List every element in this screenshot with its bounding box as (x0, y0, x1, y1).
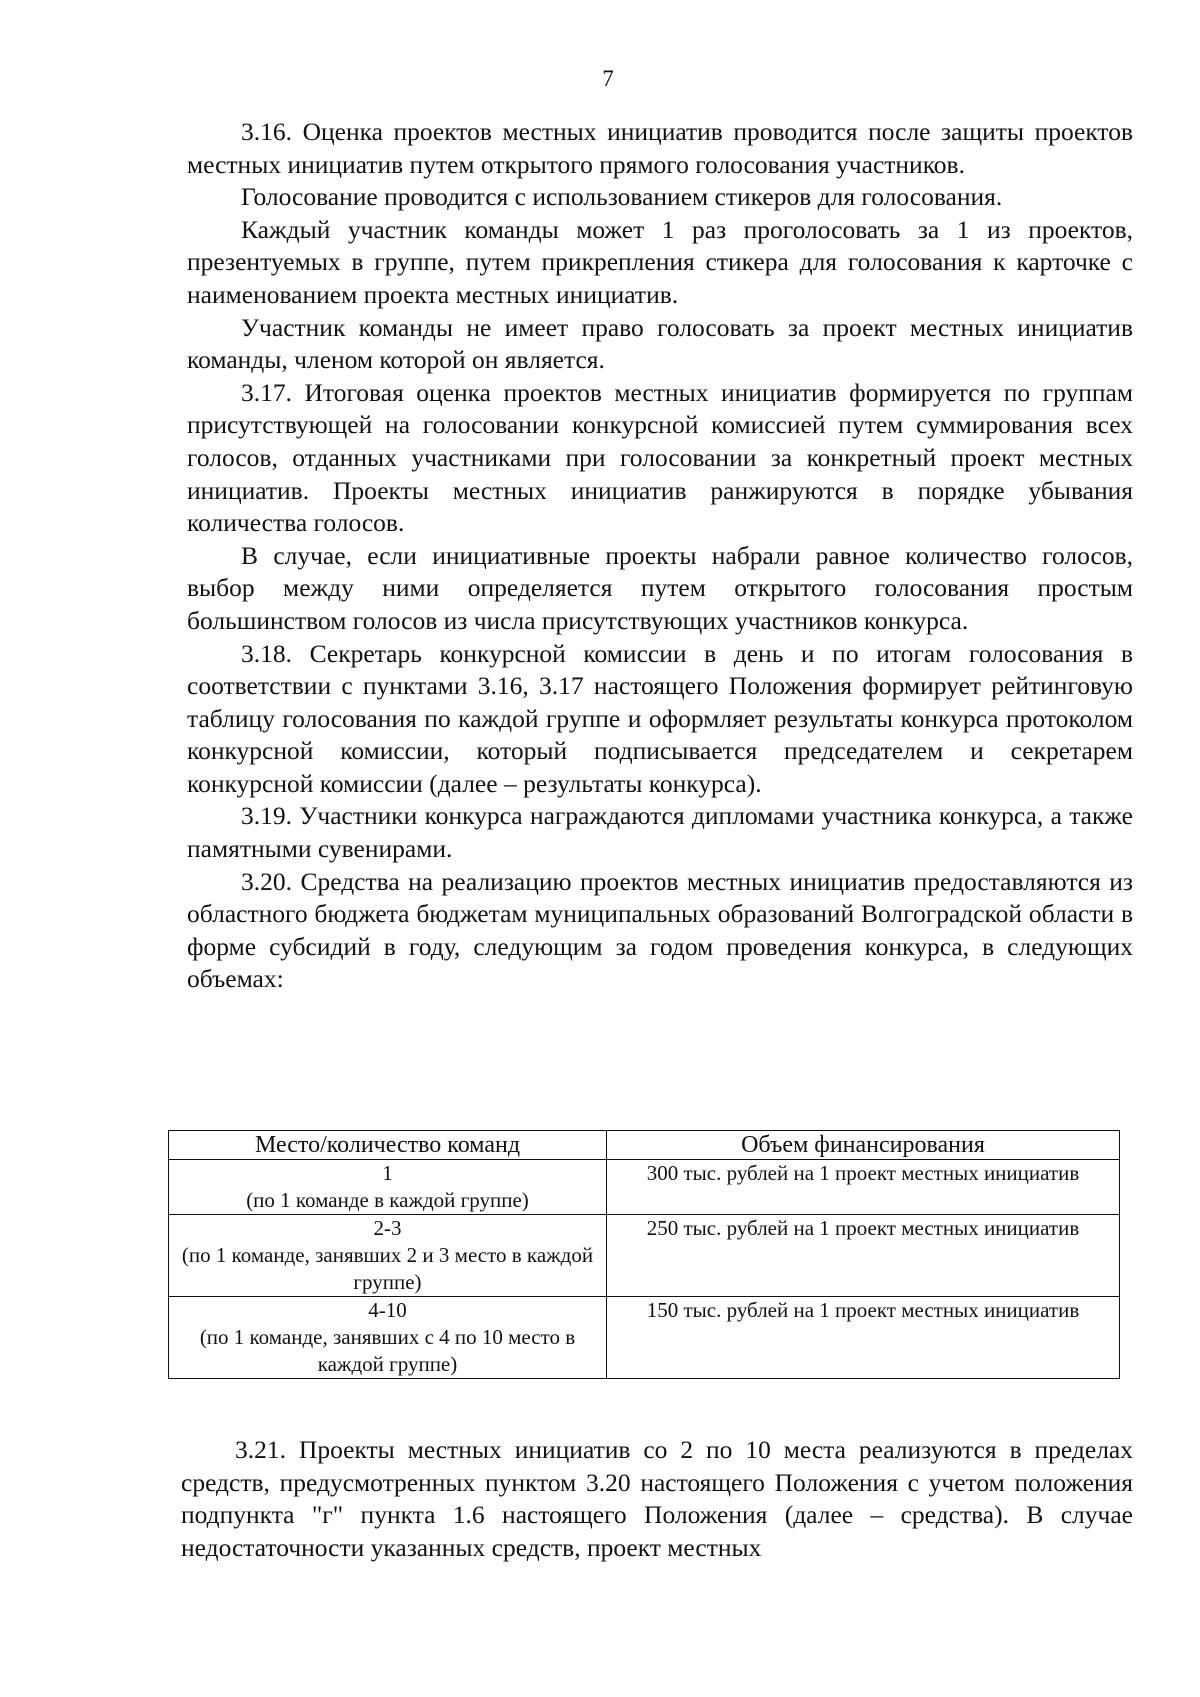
place-note: (по 1 команде в каждой группе) (246, 1188, 529, 1212)
paragraph-tie-break: В случае, если инициативные проекты набрали равное количество голосов, выбор между ними определяется путем открытого голосования простым большинством голосов из числа присутствующих участников конкурса. (187, 540, 1133, 635)
place-note: (по 1 команде, занявших 2 и 3 место в каждой группе) (181, 1243, 594, 1294)
paragraph-no-own-vote: Участник команды не имеет право голосовать за проект местных инициатив команды, членом которой он является. (187, 312, 1133, 375)
paragraph-3-20: 3.20. Средства на реализацию проектов местных инициатив предоставляются из областного бюджета бюджетам муниципальных образований Волгоградской области в форме субсидий в году, следующим за годом проведения конкурса, в следующих объемах: (187, 866, 1133, 994)
place-cell (169, 1215, 607, 1297)
paragraph-vote-once: Каждый участник команды может 1 раз проголосовать за 1 из проектов, презентуемых в группе, путем прикрепления стикера для голосования к карточке с наименованием проекта местных инициатив. (187, 214, 1133, 309)
paragraph-3-19: 3.19. Участники конкурса награждаются дипломами участника конкурса, а также памятными сувенирами. (187, 801, 1133, 864)
place-note: (по 1 команде, занявших с 4 по 10 место в каждой группе) (199, 1325, 576, 1376)
paragraph-3-18: 3.18. Секретарь конкурсной комиссии в день и по итогам голосования в соответствии с пунктами 3.16, 3.17 настоящего Положения формирует рейтинговую таблицу голосования по каждой группе и оформляет результаты конкурса протоколом конкурсной комиссии, который подписывается председателем и секретарем конкурсной комиссии (далее – результаты конкурса). (187, 638, 1133, 798)
place-cell (169, 1297, 607, 1379)
paragraph-3-17: 3.17. Итоговая оценка проектов местных инициатив формируется по группам присутствующей на голосовании конкурсной комиссией путем суммирования всех голосов, отданных участниками при голосовании за конкретный проект местных инициатив. Проекты местных инициатив ранжируются в порядке убывания количества голосов. (187, 377, 1133, 538)
amount-cell: 150 тыс. рублей на 1 проект местных инициатив (607, 1297, 1120, 1379)
paragraph-3-21: 3.21. Проекты местных инициатив со 2 по 10 места реализуются в пределах средств, предусмотренных пунктом 3.20 настоящего Положения с учетом положения подпункта "г" пункта 1.6 настоящего Положения (далее – средства). В случае недостаточности указанных средств, проект местных (181, 1435, 1133, 1562)
place-value: 4-10 (368, 1298, 407, 1322)
page-number: 7 (602, 66, 614, 91)
header-place: Место/количество команд (169, 1131, 607, 1160)
document-body (187, 116, 1133, 996)
funding-table (168, 1130, 1120, 1379)
header-amount: Объем финансирования (607, 1131, 1120, 1160)
table-header-row (169, 1131, 1120, 1160)
table-row (169, 1215, 1120, 1297)
paragraph-voting-stickers: Голосование проводится с использованием стикеров для голосования. (241, 182, 1003, 212)
place-value: 2-3 (373, 1216, 402, 1240)
document-body-continued (181, 1434, 1133, 1564)
amount-cell: 300 тыс. рублей на 1 проект местных инициатив (607, 1160, 1120, 1215)
amount-cell: 250 тыс. рублей на 1 проект местных инициатив (607, 1215, 1120, 1297)
place-value: 1 (382, 1161, 393, 1185)
table-row (169, 1297, 1120, 1379)
table-row (169, 1160, 1120, 1215)
paragraph-3-16: 3.16. Оценка проектов местных инициатив проводится после защиты проектов местных инициатив путем открытого прямого голосования участников. (187, 117, 1133, 179)
place-cell (169, 1160, 607, 1215)
